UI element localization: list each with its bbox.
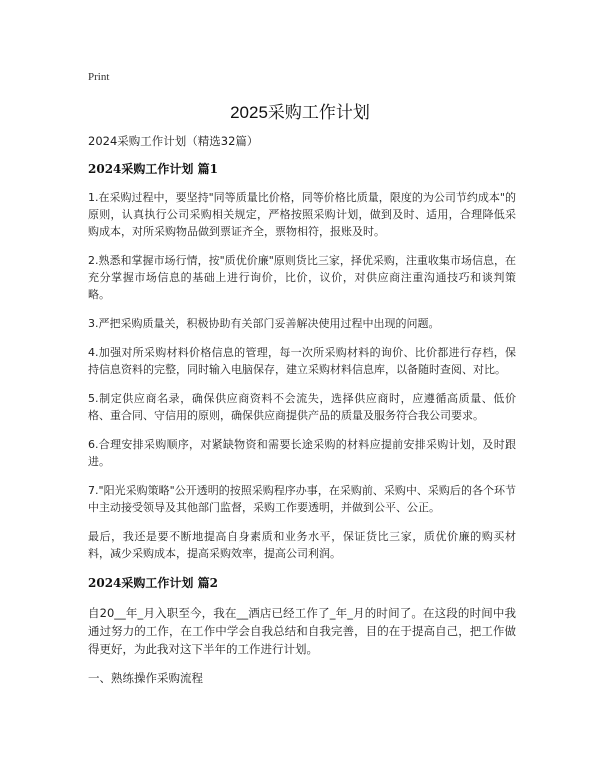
paragraph: 4.加强对所采购材料价格信息的管理，每一次所采购材料的询价、比价都进行存档，保持信息资料的完整，同时输入电脑保存，建立采购材料信息库，以备随时查阅、对比。 — [88, 346, 516, 376]
document-body — [88, 133, 516, 686]
paragraph: 5.制定供应商名录，确保供应商资料不会流失，选择供应商时，应遵循高质量、低价格、重合同、守信用的原则，确保供应商提供产品的质量及服务符合我公司要求。 — [88, 392, 516, 422]
paragraph: 3.严把采购质量关，积极协助有关部门妥善解决使用过程中出现的问题。 — [88, 317, 440, 330]
print-label[interactable]: Print — [88, 71, 110, 83]
section-heading-1: 2024采购工作计划 篇1 — [88, 162, 218, 176]
paragraph: 2.熟悉和掌握市场行情，按"质优价廉"原则货比三家，择优采购，注重收集市场信息，在充分掌握市场信息的基础上进行询价，比价，议价，对供应商注重沟通技巧和谈判策略。 — [88, 254, 516, 301]
section-heading-2: 2024采购工作计划 篇2 — [88, 576, 218, 590]
paragraph: 7."阳光采购策略"公开透明的按照采购程序办事，在采购前、采购中、采购后的各个环节中主动接受领导及其他部门监督，采购工作要透明，并做到公平、公正。 — [88, 484, 516, 514]
paragraph: 1.在采购过程中，要坚持"同等质量比价格，同等价格比质量，限度的为公司节约成本"的原则，认真执行公司采购相关规定，严格按照采购计划，做到及时、适用，合理降低采购成本，对所采购物品做到票证齐全，票物相符，报账及时。 — [88, 191, 516, 238]
list-heading: 一、熟练操作采购流程 — [88, 671, 203, 685]
paragraph: 自20__年_月入职至今，我在__酒店已经工作了_年_月的时间了。在这段的时间中我通过努力的工作，在工作中学会自我总结和自我完善，目的在于提高自己，把工作做得更好，为此我对这下半年的工作进行计划。 — [88, 606, 516, 656]
document-subtitle: 2024采购工作计划（精选32篇） — [88, 134, 259, 148]
page-title: 2025采购工作计划 — [230, 103, 370, 122]
paragraph: 6.合理安排采购顺序，对紧缺物资和需要长途采购的材料应提前安排采购计划，及时跟进。 — [88, 438, 516, 468]
paragraph: 最后，我还是要不断地提高自身素质和业务水平，保证货比三家，质优价廉的购买材料，减少采购成本，提高采购效率，提高公司利润。 — [88, 530, 516, 560]
